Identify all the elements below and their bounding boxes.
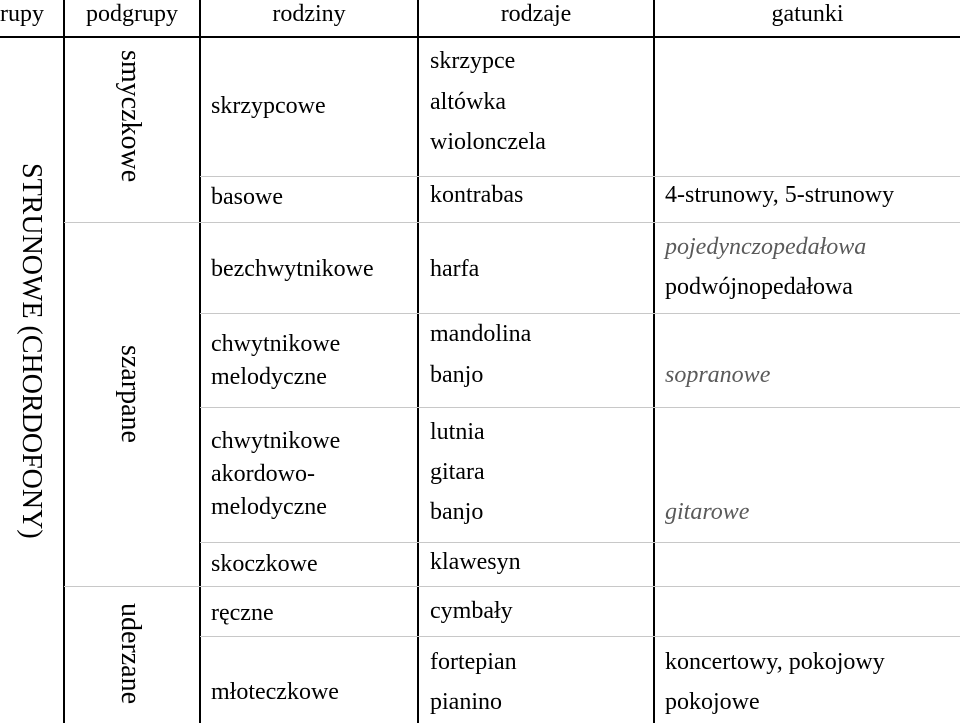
kind-klawesyn: klawesyn: [430, 549, 521, 575]
family-chwytnikowe-akordowo-line3: melodyczne: [211, 494, 327, 520]
kind-kontrabas: kontrabas: [430, 182, 524, 208]
row-divider: [200, 222, 960, 223]
row-divider: [64, 222, 200, 223]
species-pojedynczopedalowa: pojedynczopedałowa: [665, 234, 867, 260]
header-gatunki: gatunki: [771, 1, 844, 27]
group-label: STRUNOWE (CHORDOFONY): [16, 163, 47, 539]
species-podwojnopedalowa: podwójnopedałowa: [665, 274, 853, 300]
subgroup-szarpane: szarpane: [115, 345, 146, 443]
row-divider: [200, 586, 960, 587]
subgroup-smyczkowe: smyczkowe: [115, 50, 146, 183]
kind-banjo: banjo: [430, 362, 484, 388]
kind-wiolonczela: wiolonczela: [430, 129, 546, 155]
header-rodziny: rodziny: [272, 1, 346, 27]
header-divider: [0, 36, 960, 38]
family-chwytnikowe-melodyczne-line2: melodyczne: [211, 364, 327, 390]
family-reczne: ręczne: [211, 600, 274, 626]
kind-fortepian: fortepian: [430, 649, 517, 675]
family-bezchwytnikowe: bezchwytnikowe: [211, 256, 374, 282]
species-kontrabas: 4-strunowy, 5-strunowy: [665, 182, 895, 208]
header-rodzaje: rodzaje: [500, 1, 572, 27]
kind-gitara: gitara: [430, 459, 485, 485]
kind-banjo: banjo: [430, 499, 484, 525]
kind-pianino: pianino: [430, 689, 502, 715]
kind-cymbaly: cymbały: [430, 598, 513, 624]
species-fortepian: koncertowy, pokojowy: [665, 649, 885, 675]
row-divider: [200, 542, 960, 543]
family-chwytnikowe-akordowo-line2: akordowo-: [211, 461, 315, 487]
row-divider: [64, 586, 200, 587]
row-divider: [200, 636, 960, 637]
column-divider: [199, 0, 201, 723]
kind-lutnia: lutnia: [430, 419, 485, 445]
family-skrzypcowe: skrzypcowe: [211, 93, 326, 119]
family-skoczkowe: skoczkowe: [211, 551, 318, 577]
subgroup-uderzane: uderzane: [115, 603, 146, 705]
kind-altowka: altówka: [430, 89, 506, 115]
family-chwytnikowe-akordowo-line1: chwytnikowe: [211, 428, 341, 454]
row-divider: [200, 313, 960, 314]
column-divider: [417, 0, 419, 723]
kind-harfa: harfa: [430, 256, 480, 282]
species-gitarowe: gitarowe: [665, 499, 750, 525]
column-divider: [63, 0, 65, 723]
header-grupy: rupy: [0, 1, 44, 27]
row-divider: [200, 407, 960, 408]
family-mloteczkowe: młoteczkowe: [211, 679, 339, 705]
species-pianino: pokojowe: [665, 689, 760, 715]
family-chwytnikowe-melodyczne-line1: chwytnikowe: [211, 331, 341, 357]
kind-mandolina: mandolina: [430, 321, 532, 347]
column-divider: [653, 0, 655, 723]
header-podgrupy: podgrupy: [86, 1, 178, 27]
kind-skrzypce: skrzypce: [430, 48, 516, 74]
family-basowe: basowe: [211, 184, 283, 210]
species-sopranowe: sopranowe: [665, 362, 771, 388]
